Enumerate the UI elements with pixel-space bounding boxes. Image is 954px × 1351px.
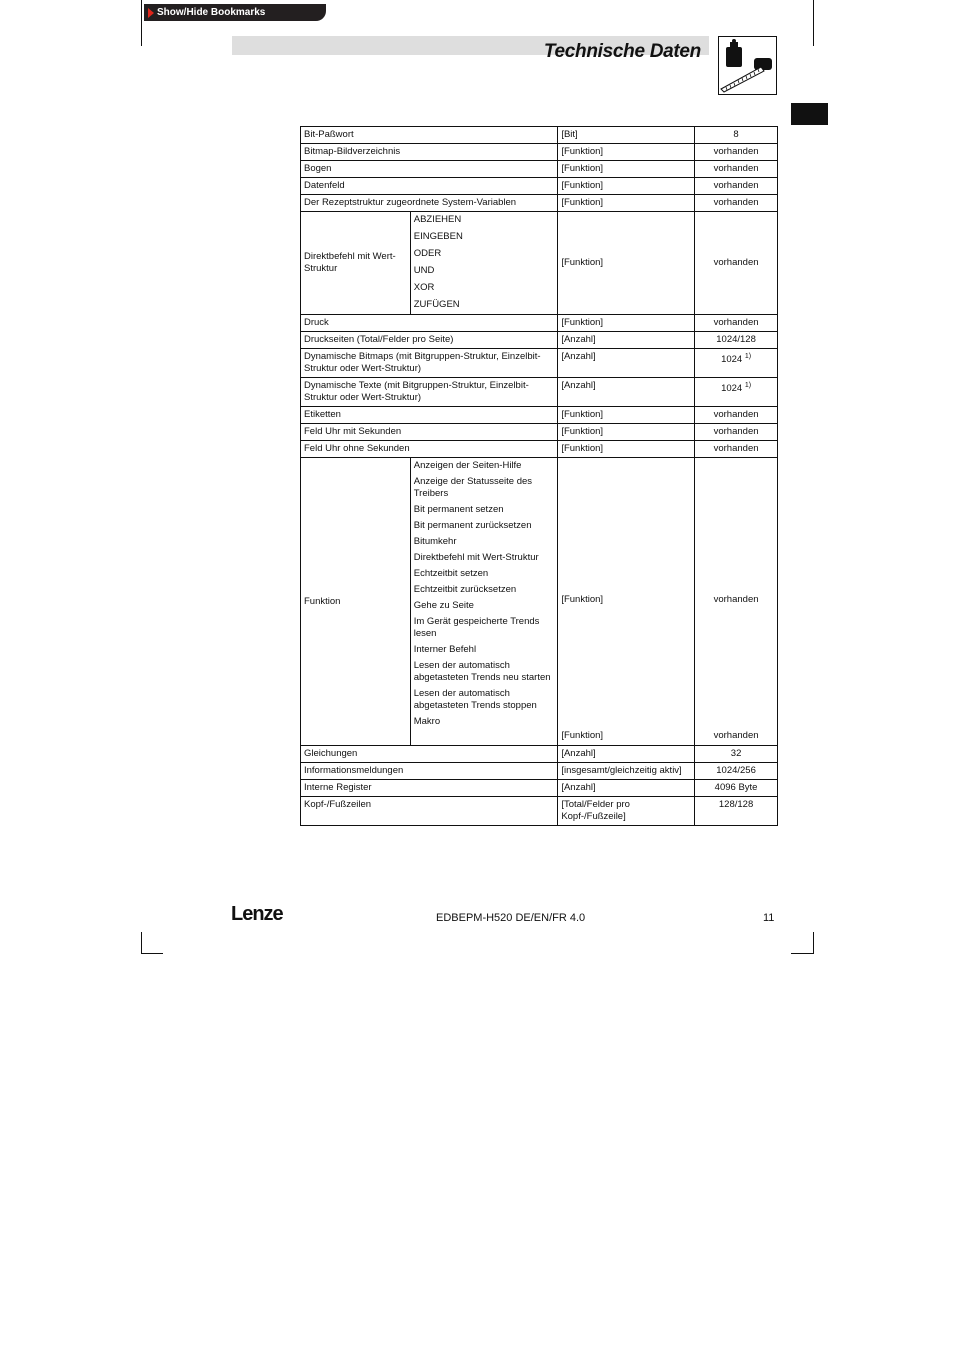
option-item: Bitumkehr [413,536,457,547]
table-row [301,195,778,212]
option-item: Bit permanent zurücksetzen [413,520,532,531]
option-item: Echtzeitbit zurücksetzen [413,584,517,595]
lenze-logo: Lenze [231,903,283,925]
scale-and-tape-measure-icon [718,36,777,95]
makro-value: vorhanden [713,730,759,741]
row-value: vorhanden [695,144,778,161]
page-number: 11 [763,912,775,924]
row-name: Funktion [301,458,411,746]
row-name: Etiketten [301,407,558,424]
row-value: vorhanden [695,212,778,315]
row-name: Bit-Paßwort [301,127,558,144]
option-item: Im Gerät gespeicherte Trends lesen [413,616,540,639]
option-item: Lesen der automatisch abgetasteten Trends neu starten [413,660,551,683]
table-row [301,746,778,763]
row-name: Gleichungen [301,746,558,763]
table-row [301,315,778,332]
option-item: ABZIEHEN [413,214,462,225]
table-row [301,144,778,161]
row-name: Datenfeld [301,178,558,195]
table-row [301,212,778,315]
row-unit: [Anzahl] [558,349,695,378]
row-value: vorhanden [695,161,778,178]
row-value: vorhanden [695,315,778,332]
table-row [301,780,778,797]
spec-table [300,126,778,826]
row-unit: [Anzahl] [558,746,695,763]
chapter-marker [791,103,828,125]
option-item: EINGEBEN [413,231,463,242]
row-value: 1024/128 [695,332,778,349]
crop-mark [141,932,142,954]
option-item: Anzeigen der Seiten-Hilfe [413,460,522,471]
row-unit: [Funktion] [561,593,604,605]
row-name: Interne Register [301,780,558,797]
row-unit: [Funktion] [558,441,695,458]
option-item: UND [413,265,435,276]
option-item: Anzeige der Statusseite des Treibers [413,476,533,499]
row-name: Feld Uhr ohne Sekunden [301,441,558,458]
row-value-cell [695,458,778,746]
option-item: Lesen der automatisch abgetasteten Trends stoppen [413,688,537,711]
table-row [301,349,778,378]
footnote-ref: 1) [744,382,752,389]
row-value: 32 [695,746,778,763]
row-name [301,212,411,315]
row-unit: [Funktion] [558,161,695,178]
row-unit: [insgesamt/gleichzeitig aktiv] [558,763,695,780]
row-unit: [Funktion] [558,195,695,212]
option-item: Direktbefehl mit Wert-Struktur [413,552,539,563]
row-value: vorhanden [713,593,759,605]
option-item: Makro [413,716,441,727]
row-value: 4096 Byte [695,780,778,797]
row-name: Dynamische Texte (mit Bitgruppen-Struktur, Einzelbit-Struktur oder Wert-Struktur) [301,378,558,407]
table-row [301,458,778,746]
row-name: Druck [301,315,558,332]
table-row [301,407,778,424]
option-list [410,458,558,746]
crop-mark [791,953,814,954]
table-row [301,441,778,458]
row-unit-cell [558,458,695,746]
row-unit: [Funktion] [558,407,695,424]
row-value: vorhanden [695,195,778,212]
crop-mark [141,0,142,46]
crop-mark [813,0,814,46]
row-value: vorhanden [695,407,778,424]
row-unit: [Funktion] [558,424,695,441]
row-name: Kopf-/Fußzeilen [301,797,558,826]
row-unit: [Anzahl] [558,378,695,407]
option-item: Bit permanent setzen [413,504,504,515]
table-row [301,424,778,441]
row-unit: [Funktion] [558,212,695,315]
table-row [301,378,778,407]
row-unit: [Bit] [558,127,695,144]
row-name: Dynamische Bitmaps (mit Bitgruppen-Struktur, Einzelbit-Struktur oder Wert-Struktur) [301,349,558,378]
makro-unit: [Funktion] [561,730,604,741]
row-value: vorhanden [695,178,778,195]
row-value: 128/128 [695,797,778,826]
row-unit: [Funktion] [558,315,695,332]
row-value [695,349,778,378]
row-value: 1024/256 [695,763,778,780]
row-unit: [Total/Felder pro Kopf-/Fußzeile] [558,797,695,826]
row-value [695,378,778,407]
row-unit: [Anzahl] [558,780,695,797]
option-item: Gehe zu Seite [413,600,474,611]
row-unit: [Funktion] [558,178,695,195]
row-unit: [Funktion] [558,144,695,161]
crop-mark [141,953,163,954]
row-name: Feld Uhr mit Sekunden [301,424,558,441]
bookmarks-label: Show/Hide Bookmarks [157,7,266,18]
row-value: 8 [695,127,778,144]
page-title: Technische Daten [543,41,701,62]
row-name: Der Rezeptstruktur zugeordnete System-Variablen [301,195,558,212]
row-value: vorhanden [695,441,778,458]
option-item: Echtzeitbit setzen [413,568,489,579]
crop-mark [813,932,814,954]
row-name: Bitmap-Bildverzeichnis [301,144,558,161]
value-text: 1024 [721,354,743,366]
row-unit: [Anzahl] [558,332,695,349]
option-item: ZUFÜGEN [413,299,460,310]
option-item: ODER [413,248,442,259]
table-row [301,127,778,144]
table-row [301,763,778,780]
row-name: Bogen [301,161,558,178]
value-text: 1024 [721,383,743,395]
footnote-ref: 1) [744,353,752,360]
show-hide-bookmarks-button[interactable] [144,4,326,21]
document-id: EDBEPM-H520 DE/EN/FR 4.0 [436,912,586,924]
table-row [301,161,778,178]
row-name-line: Struktur [304,263,338,274]
table-row [301,797,778,826]
row-name: Druckseiten (Total/Felder pro Seite) [301,332,558,349]
table-row [301,332,778,349]
table-row [301,178,778,195]
row-name-line: Direktbefehl mit Wert- [304,251,396,262]
option-item: Interner Befehl [413,644,477,655]
option-list [410,212,558,315]
option-item: XOR [413,282,435,293]
row-name: Informationsmeldungen [301,763,558,780]
triangle-right-icon [148,8,154,18]
row-value: vorhanden [695,424,778,441]
